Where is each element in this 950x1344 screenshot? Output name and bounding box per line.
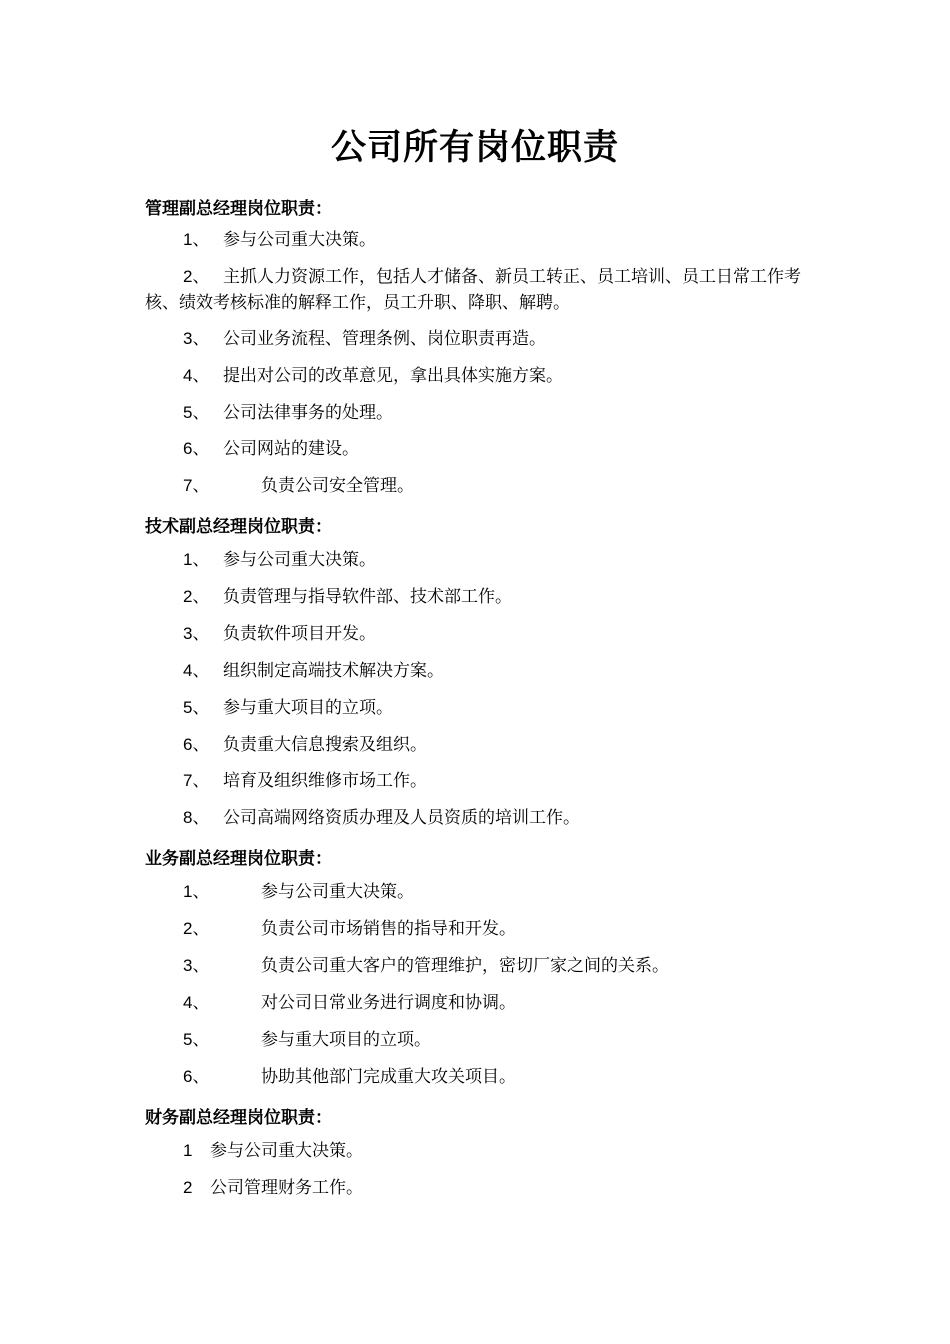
item-text: 参与重大项目的立项。 bbox=[223, 698, 393, 718]
page-title: 公司所有岗位职责 bbox=[330, 128, 619, 168]
list-item bbox=[183, 732, 823, 758]
list-item bbox=[183, 436, 823, 462]
list-item bbox=[183, 227, 823, 253]
item-number: 6、 bbox=[183, 439, 210, 458]
item-number: 6、 bbox=[183, 1067, 210, 1086]
list-item bbox=[183, 805, 823, 831]
item-number: 7、 bbox=[183, 771, 210, 790]
item-text: 参与重大项目的立项。 bbox=[261, 1030, 431, 1050]
list-item bbox=[183, 621, 823, 647]
item-number: 1 bbox=[183, 1141, 193, 1160]
item-text: 负责公司重大客户的管理维护，密切厂家之间的关系。 bbox=[261, 956, 669, 976]
item-text: 协助其他部门完成重大攻关项目。 bbox=[261, 1067, 516, 1087]
list-item bbox=[183, 768, 823, 794]
item-text: 参与公司重大决策。 bbox=[210, 1141, 363, 1161]
item-text: 参与公司重大决策。 bbox=[223, 550, 376, 570]
item-text: 对公司日常业务进行调度和协调。 bbox=[261, 993, 516, 1013]
item-number: 8、 bbox=[183, 808, 210, 827]
item-text: 主抓人力资源工作，包括人才储备、新员工转正、员工培训、员工日常工作考核、绩效考核标准的解释工作，员工升职、降职、解聘。 bbox=[145, 267, 801, 313]
item-number: 2、 bbox=[183, 587, 210, 606]
item-number: 2、 bbox=[183, 919, 210, 938]
list-item bbox=[183, 547, 823, 573]
item-text: 培育及组织维修市场工作。 bbox=[223, 771, 427, 791]
section-heading-technical: 技术副总经理岗位职责： bbox=[145, 517, 332, 537]
list-item bbox=[145, 264, 810, 316]
item-text: 公司网站的建设。 bbox=[223, 439, 359, 459]
item-number: 1、 bbox=[183, 882, 210, 901]
list-item bbox=[183, 953, 823, 979]
item-text: 提出对公司的改革意见，拿出具体实施方案。 bbox=[223, 366, 563, 386]
item-text: 负责管理与指导软件部、技术部工作。 bbox=[223, 587, 512, 607]
item-text: 公司管理财务工作。 bbox=[210, 1178, 363, 1198]
item-number: 2、 bbox=[183, 267, 210, 286]
item-number: 6、 bbox=[183, 735, 210, 754]
list-item bbox=[183, 695, 823, 721]
section-heading-management: 管理副总经理岗位职责： bbox=[145, 199, 332, 219]
item-text: 组织制定高端技术解决方案。 bbox=[223, 661, 444, 681]
item-number: 4、 bbox=[183, 993, 210, 1012]
item-number: 4、 bbox=[183, 661, 210, 680]
list-item bbox=[183, 584, 823, 610]
item-number: 1、 bbox=[183, 550, 210, 569]
item-number: 5、 bbox=[183, 403, 210, 422]
item-text: 负责公司安全管理。 bbox=[261, 476, 414, 496]
section-heading-business: 业务副总经理岗位职责： bbox=[145, 849, 332, 869]
item-text: 公司高端网络资质办理及人员资质的培训工作。 bbox=[223, 808, 580, 828]
item-number: 3、 bbox=[183, 624, 210, 643]
list-item bbox=[183, 658, 823, 684]
item-number: 3、 bbox=[183, 956, 210, 975]
item-text: 公司法律事务的处理。 bbox=[223, 403, 393, 423]
list-item bbox=[183, 916, 823, 942]
list-item bbox=[183, 1175, 823, 1201]
section-heading-finance: 财务副总经理岗位职责： bbox=[145, 1108, 332, 1128]
item-text: 负责公司市场销售的指导和开发。 bbox=[261, 919, 516, 939]
item-text: 负责软件项目开发。 bbox=[223, 624, 376, 644]
item-text: 公司业务流程、管理条例、岗位职责再造。 bbox=[223, 329, 546, 349]
item-number: 7、 bbox=[183, 476, 210, 495]
list-item bbox=[183, 400, 823, 426]
list-item bbox=[183, 1064, 823, 1090]
list-item bbox=[183, 1027, 823, 1053]
item-number: 5、 bbox=[183, 1030, 210, 1049]
item-number: 3、 bbox=[183, 329, 210, 348]
item-text: 负责重大信息搜索及组织。 bbox=[223, 735, 427, 755]
item-text: 参与公司重大决策。 bbox=[261, 882, 414, 902]
list-item bbox=[183, 1138, 823, 1164]
list-item bbox=[183, 326, 823, 352]
item-number: 1、 bbox=[183, 230, 210, 249]
item-number: 2 bbox=[183, 1178, 193, 1197]
list-item bbox=[183, 363, 823, 389]
list-item bbox=[183, 879, 823, 905]
item-text: 参与公司重大决策。 bbox=[223, 230, 376, 250]
item-number: 5、 bbox=[183, 698, 210, 717]
list-item bbox=[183, 990, 823, 1016]
list-item bbox=[183, 473, 823, 499]
item-number: 4、 bbox=[183, 366, 210, 385]
